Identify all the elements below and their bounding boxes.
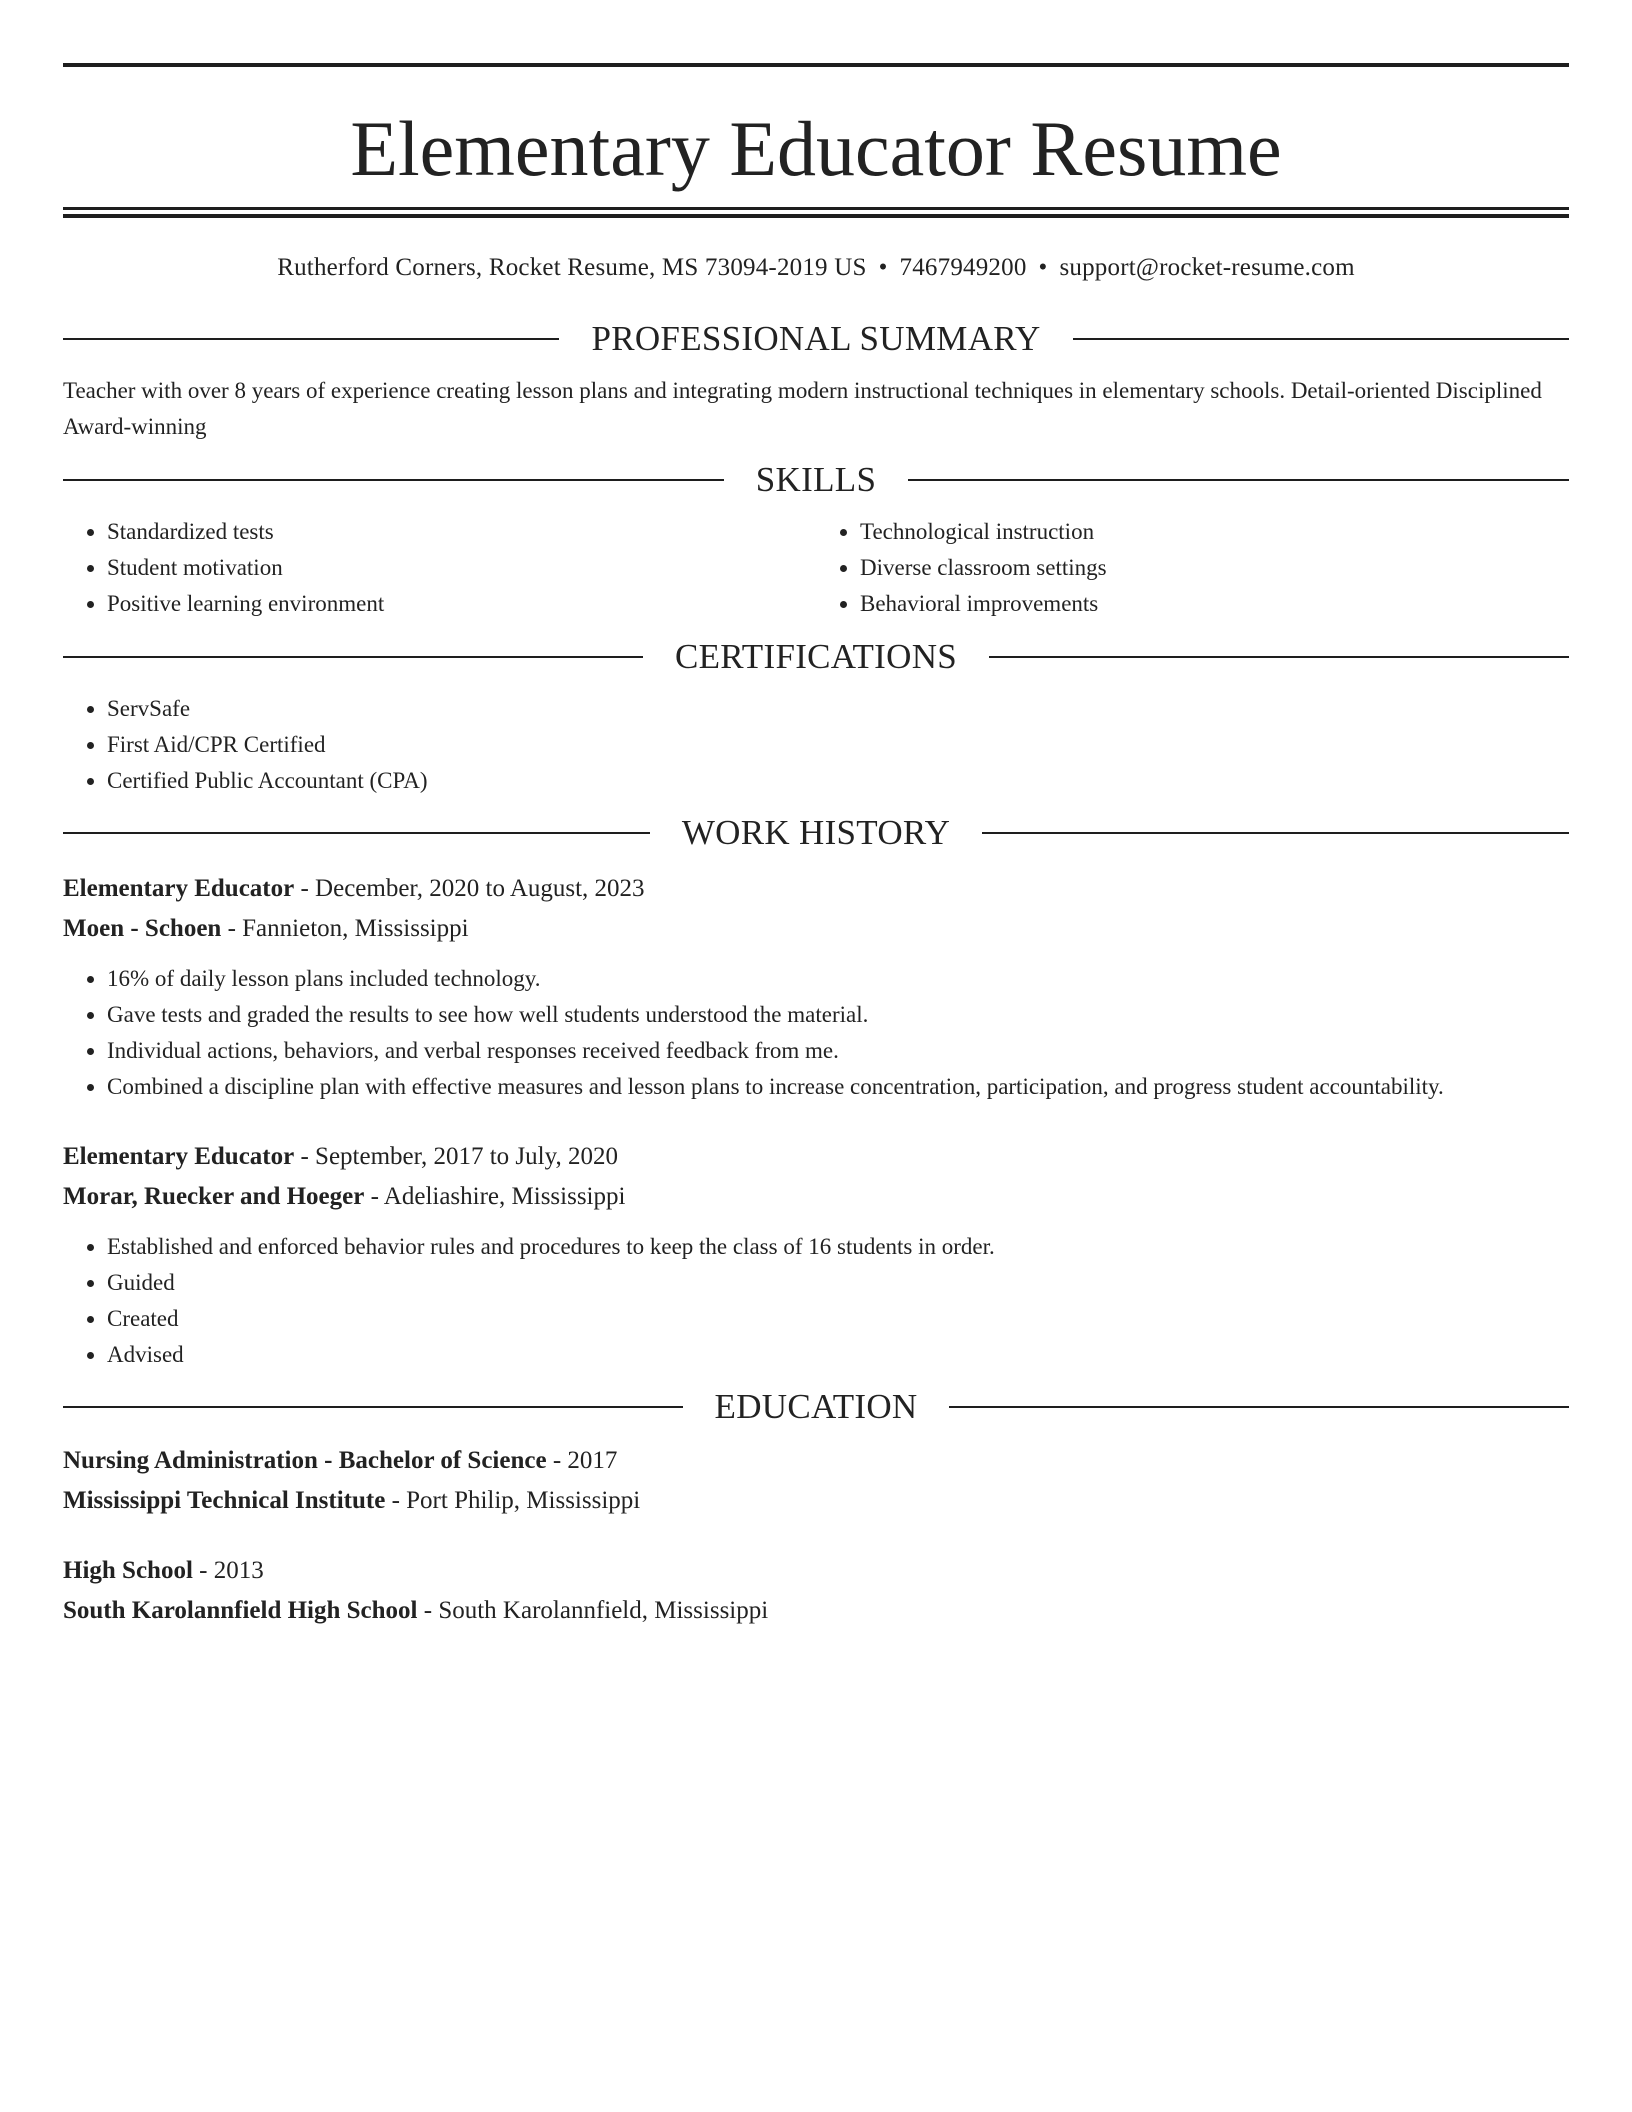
skills-list [63, 514, 1569, 622]
school-location: - Port Philip, Mississippi [385, 1487, 641, 1514]
summary-section-header [63, 319, 1569, 359]
skill-item: • Standardized tests [107, 514, 816, 550]
skills-column-left [63, 514, 816, 622]
job-company: Moen - Schoen [63, 915, 222, 942]
job-dates: - December, 2020 to August, 2023 [294, 875, 645, 902]
contact-phone: 7467949200 [899, 254, 1027, 281]
job-bullet: • Guided [107, 1265, 1569, 1301]
job-bullet: • Combined a discipline plan with effective measures and lesson plans to increase concentration, participation, and progress student accountability. [107, 1069, 1569, 1105]
job-bullet: • Established and enforced behavior rules and procedures to keep the class of 16 students in order. [107, 1229, 1569, 1265]
summary-text: Teacher with over 8 years of experience creating lesson plans and integrating modern instructional techniques in elementary schools. Detail-oriented Disciplined Award-winning [63, 378, 1542, 439]
school: Mississippi Technical Institute [63, 1487, 386, 1514]
contact-separator: • [878, 254, 888, 281]
title-block [63, 0, 1569, 218]
header-rule [63, 832, 650, 834]
work-entry [63, 1137, 1569, 1373]
skill-item: • Positive learning environment [107, 586, 816, 622]
job-bullets [63, 1229, 1569, 1373]
header-rule [982, 832, 1569, 834]
school-location: - South Karolannfield, Mississippi [417, 1597, 769, 1624]
certifications-heading: CERTIFICATIONS [674, 637, 958, 676]
header-rule [1073, 338, 1569, 340]
degree: Nursing Administration - Bachelor of Science [63, 1447, 547, 1474]
header-rule [949, 1406, 1569, 1408]
degree-year: - 2017 [546, 1447, 618, 1474]
job-dates: - September, 2017 to July, 2020 [294, 1143, 618, 1170]
school-line [63, 1591, 1569, 1631]
certifications-list [63, 691, 1569, 799]
title-double-rule [63, 207, 1569, 218]
header-rule [989, 656, 1569, 658]
skills-section-header [63, 460, 1569, 500]
certifications-section-header [63, 637, 1569, 677]
job-bullets [63, 961, 1569, 1105]
job-title: Elementary Educator [63, 1143, 295, 1170]
skills-column-right [816, 514, 1569, 622]
header-rule [63, 338, 559, 340]
job-title-line [63, 1137, 1569, 1177]
contact-email: support@rocket-resume.com [1059, 254, 1355, 281]
job-location: - Adeliashire, Mississippi [364, 1183, 626, 1210]
job-bullet: • Created [107, 1301, 1569, 1337]
education-heading: EDUCATION [714, 1387, 918, 1426]
header-rule [63, 656, 643, 658]
education-section-header [63, 1387, 1569, 1427]
job-bullet: • Gave tests and graded the results to see how well students understood the material. [107, 997, 1569, 1033]
header-rule [63, 1406, 683, 1408]
job-title-line [63, 869, 1569, 909]
work-section-header [63, 813, 1569, 853]
certification-item: • Certified Public Accountant (CPA) [107, 763, 1569, 799]
certification-item: • First Aid/CPR Certified [107, 727, 1569, 763]
work-entry [63, 869, 1569, 1105]
skill-item: • Student motivation [107, 550, 816, 586]
job-company: Morar, Ruecker and Hoeger [63, 1183, 365, 1210]
skill-item: • Diverse classroom settings [860, 550, 1569, 586]
school-line [63, 1481, 1569, 1521]
school: South Karolannfield High School [63, 1597, 418, 1624]
degree-line [63, 1551, 1569, 1591]
summary-heading: PROFESSIONAL SUMMARY [591, 319, 1041, 358]
skill-item: • Behavioral improvements [860, 586, 1569, 622]
header-rule [908, 479, 1569, 481]
degree: High School [63, 1557, 193, 1584]
degree-year: - 2013 [192, 1557, 264, 1584]
contact-separator: • [1038, 254, 1048, 281]
work-heading: WORK HISTORY [681, 813, 951, 852]
job-company-line [63, 909, 1569, 949]
degree-line [63, 1441, 1569, 1481]
education-entry [63, 1441, 1569, 1521]
contact-address: Rutherford Corners, Rocket Resume, MS 73094-2019 US [277, 254, 867, 281]
skills-heading: SKILLS [755, 460, 877, 499]
job-bullet: • Individual actions, behaviors, and verbal responses received feedback from me. [107, 1033, 1569, 1069]
job-bullet: • 16% of daily lesson plans included technology. [107, 961, 1569, 997]
header-rule [63, 479, 724, 481]
page-title: Elementary Educator Resume [350, 105, 1282, 192]
skill-item: • Technological instruction [860, 514, 1569, 550]
job-location: - Fannieton, Mississippi [221, 915, 469, 942]
contact-line [63, 252, 1569, 284]
job-bullet: • Advised [107, 1337, 1569, 1373]
job-company-line [63, 1177, 1569, 1217]
education-entry [63, 1551, 1569, 1631]
certification-item: • ServSafe [107, 691, 1569, 727]
job-title: Elementary Educator [63, 875, 295, 902]
